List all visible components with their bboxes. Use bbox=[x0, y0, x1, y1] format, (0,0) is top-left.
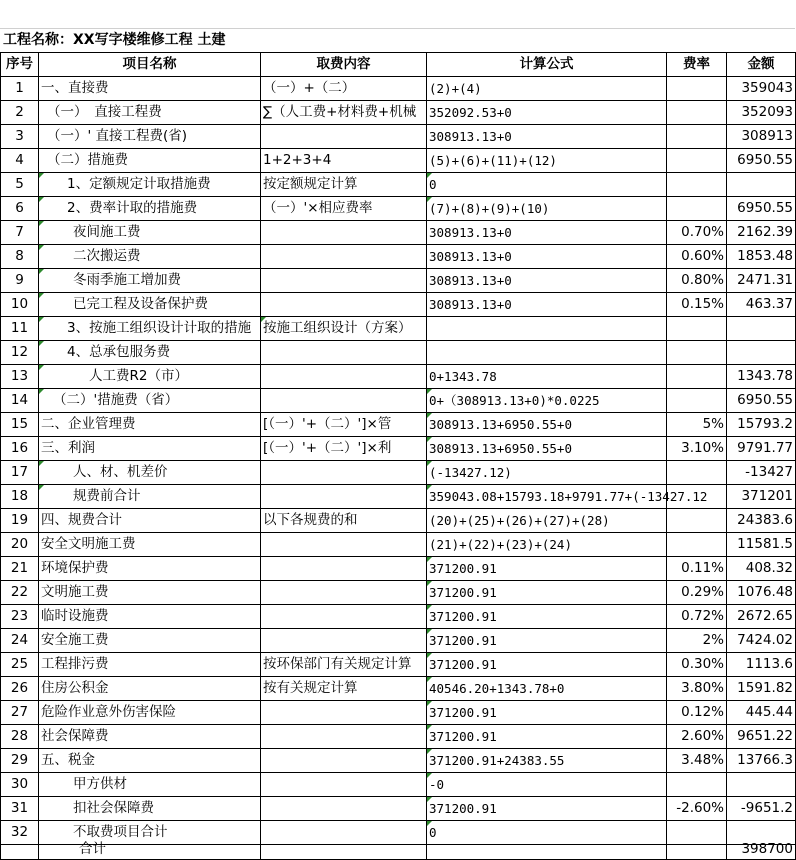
cell-formula[interactable]: 308913.13+6950.55+0 bbox=[427, 437, 667, 461]
cell-no[interactable]: 27 bbox=[1, 701, 39, 725]
cell-name[interactable]: 环境保护费 bbox=[39, 557, 261, 581]
cell-name[interactable]: 2、费率计取的措施费 bbox=[39, 197, 261, 221]
cell-no[interactable]: 26 bbox=[1, 677, 39, 701]
cell-amount[interactable]: 6950.55 bbox=[727, 149, 796, 173]
cell-name[interactable]: 4、总承包服务费 bbox=[39, 341, 261, 365]
cell-no[interactable]: 4 bbox=[1, 149, 39, 173]
cell-rate[interactable] bbox=[667, 125, 727, 149]
cell-formula[interactable]: 352092.53+0 bbox=[427, 101, 667, 125]
table-row bbox=[1, 413, 796, 437]
cell-formula[interactable]: 371200.91 bbox=[427, 605, 667, 629]
cell-formula[interactable]: 371200.91+24383.55 bbox=[427, 749, 667, 773]
cell-no[interactable]: 5 bbox=[1, 173, 39, 197]
cell-rate[interactable]: 0.12% bbox=[667, 701, 727, 725]
cell-rate[interactable] bbox=[667, 485, 727, 509]
cell-formula[interactable]: 371200.91 bbox=[427, 557, 667, 581]
cell-name[interactable]: 二次搬运费 bbox=[39, 245, 261, 269]
cell-name[interactable]: 住房公积金 bbox=[39, 677, 261, 701]
table-row bbox=[1, 581, 796, 605]
table-row bbox=[1, 221, 796, 245]
cell-amount[interactable]: 9791.77 bbox=[727, 437, 796, 461]
cell-no[interactable]: 3 bbox=[1, 125, 39, 149]
cell-content[interactable] bbox=[261, 389, 427, 413]
cell-formula[interactable]: (20)+(25)+(26)+(27)+(28) bbox=[427, 509, 667, 533]
cell-no[interactable] bbox=[1, 845, 39, 860]
cell-name[interactable]: 安全文明施工费 bbox=[39, 533, 261, 557]
cell-amount[interactable]: 2162.39 bbox=[727, 221, 796, 245]
cell-name[interactable]: 人工费R2（市） bbox=[39, 365, 261, 389]
cell-rate[interactable] bbox=[667, 389, 727, 413]
cell-content[interactable]: 按施工组织设计（方案） bbox=[261, 317, 427, 341]
table-row bbox=[1, 725, 796, 749]
cell-rate[interactable]: 3.48% bbox=[667, 749, 727, 773]
cell-content[interactable]: 按定额规定计算 bbox=[261, 173, 427, 197]
cell-content[interactable]: 按有关规定计算 bbox=[261, 677, 427, 701]
cell-rate[interactable]: 5% bbox=[667, 413, 727, 437]
cell-formula[interactable] bbox=[427, 845, 667, 860]
cell-formula[interactable]: 371200.91 bbox=[427, 629, 667, 653]
cell-formula[interactable]: 371200.91 bbox=[427, 725, 667, 749]
header-content[interactable]: 取费内容 bbox=[261, 53, 427, 77]
cell-formula[interactable]: (21)+(22)+(23)+(24) bbox=[427, 533, 667, 557]
cell-content[interactable] bbox=[261, 701, 427, 725]
cell-name[interactable]: 人、材、机差价 bbox=[39, 461, 261, 485]
table-row bbox=[1, 269, 796, 293]
cell-name[interactable]: 危险作业意外伤害保险 bbox=[39, 701, 261, 725]
cell-name[interactable]: 3、按施工组织设计计取的措施 bbox=[39, 317, 261, 341]
cell-content[interactable] bbox=[261, 725, 427, 749]
cell-no[interactable]: 17 bbox=[1, 461, 39, 485]
cell-name[interactable]: 安全施工费 bbox=[39, 629, 261, 653]
cell-amount[interactable]: 2471.31 bbox=[727, 269, 796, 293]
cell-no[interactable]: 10 bbox=[1, 293, 39, 317]
table-row bbox=[1, 317, 796, 341]
cell-amount[interactable] bbox=[727, 341, 796, 365]
cell-content[interactable] bbox=[261, 269, 427, 293]
header-name[interactable]: 项目名称 bbox=[39, 53, 261, 77]
cell-name[interactable]: 已完工程及设备保护费 bbox=[39, 293, 261, 317]
header-amount[interactable]: 金额 bbox=[727, 53, 796, 77]
cell-no[interactable]: 14 bbox=[1, 389, 39, 413]
cell-rate[interactable] bbox=[667, 197, 727, 221]
fee-table bbox=[0, 52, 796, 860]
cell-formula[interactable]: -0 bbox=[427, 773, 667, 797]
cell-content[interactable] bbox=[261, 365, 427, 389]
table-row-total bbox=[1, 845, 796, 860]
cell-content[interactable] bbox=[261, 749, 427, 773]
cell-formula[interactable]: 308913.13+0 bbox=[427, 125, 667, 149]
table-row bbox=[1, 149, 796, 173]
cell-formula[interactable]: 371200.91 bbox=[427, 653, 667, 677]
cell-rate[interactable]: 3.10% bbox=[667, 437, 727, 461]
cell-rate[interactable] bbox=[667, 341, 727, 365]
cell-rate[interactable] bbox=[667, 773, 727, 797]
cell-no[interactable]: 15 bbox=[1, 413, 39, 437]
header-no[interactable]: 序号 bbox=[1, 53, 39, 77]
cell-name[interactable] bbox=[39, 841, 261, 860]
table-row bbox=[1, 677, 796, 701]
cell-rate[interactable] bbox=[667, 77, 727, 101]
table-row bbox=[1, 653, 796, 677]
table-row bbox=[1, 509, 796, 533]
cell-no[interactable]: 6 bbox=[1, 197, 39, 221]
cell-formula[interactable] bbox=[427, 317, 667, 341]
cell-amount[interactable] bbox=[727, 773, 796, 797]
cell-rate[interactable]: 0.29% bbox=[667, 581, 727, 605]
cell-amount[interactable]: 308913 bbox=[727, 125, 796, 149]
cell-content[interactable] bbox=[261, 485, 427, 509]
cell-no[interactable]: 22 bbox=[1, 581, 39, 605]
cell-name[interactable]: 四、规费合计 bbox=[39, 509, 261, 533]
header-rate[interactable]: 费率 bbox=[667, 53, 727, 77]
table-row bbox=[1, 293, 796, 317]
cell-content[interactable]: 1+2+3+4 bbox=[261, 149, 427, 173]
cell-content[interactable]: 以下各规费的和 bbox=[261, 509, 427, 533]
table-row bbox=[1, 485, 796, 509]
cell-name[interactable]: 扣社会保障费 bbox=[39, 797, 261, 821]
cell-name[interactable]: （一） 直接工程费 bbox=[39, 101, 261, 125]
cell-rate[interactable] bbox=[667, 173, 727, 197]
table-row bbox=[1, 101, 796, 125]
project-title: 工程名称：XX写字楼维修工程 土建 bbox=[3, 32, 226, 48]
cell-amount[interactable]: 6950.55 bbox=[727, 197, 796, 221]
cell-amount[interactable]: 445.44 bbox=[727, 701, 796, 725]
table-row bbox=[1, 533, 796, 557]
cell-rate[interactable]: 2.60% bbox=[667, 725, 727, 749]
cell-amount[interactable]: 371201 bbox=[727, 485, 796, 509]
table-row bbox=[1, 389, 796, 413]
cell-amount[interactable]: 1113.6 bbox=[727, 653, 796, 677]
cell-content[interactable] bbox=[261, 629, 427, 653]
cell-formula[interactable]: (-13427.12) bbox=[427, 461, 667, 485]
cell-formula[interactable]: 371200.91 bbox=[427, 581, 667, 605]
cell-content[interactable]: （一）'×相应费率 bbox=[261, 197, 427, 221]
cell-formula[interactable]: (7)+(8)+(9)+(10) bbox=[427, 197, 667, 221]
cell-rate[interactable] bbox=[667, 149, 727, 173]
cell-formula[interactable]: 0 bbox=[427, 821, 667, 845]
cell-no[interactable]: 8 bbox=[1, 245, 39, 269]
table-row bbox=[1, 797, 796, 821]
cell-no[interactable]: 11 bbox=[1, 317, 39, 341]
cell-amount[interactable]: 13766.3 bbox=[727, 749, 796, 773]
table-row bbox=[1, 365, 796, 389]
cell-content[interactable]: ∑（人工费+材料费+机械 bbox=[261, 101, 427, 125]
cell-formula[interactable]: (2)+(4) bbox=[427, 77, 667, 101]
cell-content[interactable] bbox=[261, 605, 427, 629]
table-row bbox=[1, 605, 796, 629]
cell-no[interactable]: 1 bbox=[1, 77, 39, 101]
cell-amount[interactable]: -9651.2 bbox=[727, 797, 796, 821]
cell-rate[interactable]: 0.15% bbox=[667, 293, 727, 317]
cell-content[interactable] bbox=[261, 341, 427, 365]
cell-name-text: 合计 bbox=[79, 841, 106, 857]
cell-formula[interactable] bbox=[427, 341, 667, 365]
cell-name[interactable]: （二）'措施费（省） bbox=[39, 389, 261, 413]
cell-name[interactable]: 三、利润 bbox=[39, 437, 261, 461]
cell-content[interactable] bbox=[261, 533, 427, 557]
cell-amount[interactable]: 1591.82 bbox=[727, 677, 796, 701]
cell-content[interactable] bbox=[261, 221, 427, 245]
cell-rate[interactable] bbox=[667, 821, 727, 845]
cell-rate[interactable]: 0.70% bbox=[667, 221, 727, 245]
cell-content[interactable] bbox=[261, 245, 427, 269]
cell-content[interactable] bbox=[261, 773, 427, 797]
cell-name[interactable]: 甲方供材 bbox=[39, 773, 261, 797]
cell-content[interactable] bbox=[261, 581, 427, 605]
header-row bbox=[1, 53, 796, 77]
cell-amount[interactable]: 24383.6 bbox=[727, 509, 796, 533]
header-formula[interactable]: 计算公式 bbox=[427, 53, 667, 77]
cell-name[interactable]: （二）措施费 bbox=[39, 149, 261, 173]
cell-name[interactable]: 一、直接费 bbox=[39, 77, 261, 101]
cell-rate[interactable] bbox=[667, 509, 727, 533]
cell-rate[interactable] bbox=[667, 365, 727, 389]
cell-name[interactable]: 不取费项目合计 bbox=[39, 821, 261, 845]
cell-content[interactable] bbox=[261, 821, 427, 845]
cell-content[interactable] bbox=[261, 797, 427, 821]
table-row bbox=[1, 461, 796, 485]
cell-no[interactable]: 28 bbox=[1, 725, 39, 749]
table-row bbox=[1, 173, 796, 197]
table-row bbox=[1, 749, 796, 773]
cell-content[interactable] bbox=[261, 461, 427, 485]
cell-name[interactable]: 二、企业管理费 bbox=[39, 413, 261, 437]
cell-amount[interactable] bbox=[727, 841, 796, 860]
table-row bbox=[1, 197, 796, 221]
cell-no[interactable]: 13 bbox=[1, 365, 39, 389]
cell-no[interactable]: 24 bbox=[1, 629, 39, 653]
cell-name[interactable]: 社会保障费 bbox=[39, 725, 261, 749]
cell-rate[interactable]: 2% bbox=[667, 629, 727, 653]
cell-amount[interactable] bbox=[727, 173, 796, 197]
cell-content[interactable] bbox=[261, 293, 427, 317]
cell-content[interactable]: [（一）'+（二）']×管 bbox=[261, 413, 427, 437]
toolbar-area bbox=[0, 0, 795, 29]
cell-rate[interactable]: 3.80% bbox=[667, 677, 727, 701]
cell-content[interactable]: [（一）'+（二）']×利 bbox=[261, 437, 427, 461]
cell-content[interactable]: （一）+（二） bbox=[261, 77, 427, 101]
cell-rate[interactable]: 0.72% bbox=[667, 605, 727, 629]
cell-content[interactable] bbox=[261, 125, 427, 149]
cell-formula[interactable]: 308913.13+0 bbox=[427, 293, 667, 317]
table-row bbox=[1, 629, 796, 653]
cell-formula[interactable]: 359043.08+15793.18+9791.77+(-13427.12 bbox=[427, 485, 667, 509]
table-row bbox=[1, 821, 796, 845]
cell-amount[interactable]: 408.32 bbox=[727, 557, 796, 581]
cell-no[interactable]: 29 bbox=[1, 749, 39, 773]
table-row bbox=[1, 701, 796, 725]
cell-amount[interactable]: 2672.65 bbox=[727, 605, 796, 629]
cell-formula[interactable]: 308913.13+0 bbox=[427, 221, 667, 245]
cell-formula[interactable]: 371200.91 bbox=[427, 701, 667, 725]
cell-rate[interactable] bbox=[667, 317, 727, 341]
cell-rate[interactable] bbox=[667, 101, 727, 125]
cell-no[interactable]: 9 bbox=[1, 269, 39, 293]
cell-no[interactable]: 32 bbox=[1, 821, 39, 845]
cell-rate[interactable]: 0.30% bbox=[667, 653, 727, 677]
cell-amount[interactable]: 359043 bbox=[727, 77, 796, 101]
cell-name[interactable]: （一）' 直接工程费(省) bbox=[39, 125, 261, 149]
cell-rate[interactable]: 0.80% bbox=[667, 269, 727, 293]
table-row bbox=[1, 557, 796, 581]
cell-no[interactable]: 31 bbox=[1, 797, 39, 821]
cell-content[interactable] bbox=[261, 557, 427, 581]
cell-no[interactable]: 12 bbox=[1, 341, 39, 365]
cell-amount-text: 398700 bbox=[741, 841, 793, 857]
table-row bbox=[1, 437, 796, 461]
cell-formula[interactable]: 0+1343.78 bbox=[427, 365, 667, 389]
cell-amount[interactable]: 15793.2 bbox=[727, 413, 796, 437]
table-row bbox=[1, 245, 796, 269]
cell-no[interactable]: 16 bbox=[1, 437, 39, 461]
cell-no[interactable]: 20 bbox=[1, 533, 39, 557]
cell-amount[interactable] bbox=[727, 317, 796, 341]
cell-name[interactable]: 临时设施费 bbox=[39, 605, 261, 629]
cell-name[interactable]: 冬雨季施工增加费 bbox=[39, 269, 261, 293]
cell-name[interactable]: 工程排污费 bbox=[39, 653, 261, 677]
cell-amount[interactable]: 7424.02 bbox=[727, 629, 796, 653]
cell-rate[interactable]: -2.60% bbox=[667, 797, 727, 821]
cell-amount[interactable]: 9651.22 bbox=[727, 725, 796, 749]
cell-content[interactable]: 按环保部门有关规定计算 bbox=[261, 653, 427, 677]
cell-name[interactable]: 五、税金 bbox=[39, 749, 261, 773]
cell-content[interactable] bbox=[261, 845, 427, 860]
cell-no[interactable]: 7 bbox=[1, 221, 39, 245]
cell-rate[interactable] bbox=[667, 461, 727, 485]
cell-rate[interactable] bbox=[667, 533, 727, 557]
cell-amount[interactable]: 11581.5 bbox=[727, 533, 796, 557]
cell-amount[interactable]: 1853.48 bbox=[727, 245, 796, 269]
cell-no[interactable]: 21 bbox=[1, 557, 39, 581]
cell-formula[interactable]: 0 bbox=[427, 173, 667, 197]
cell-name[interactable]: 规费前合计 bbox=[39, 485, 261, 509]
cell-amount[interactable]: 352093 bbox=[727, 101, 796, 125]
cell-no[interactable]: 18 bbox=[1, 485, 39, 509]
cell-amount[interactable]: 6950.55 bbox=[727, 389, 796, 413]
cell-no[interactable]: 19 bbox=[1, 509, 39, 533]
cell-amount[interactable]: -13427 bbox=[727, 461, 796, 485]
table-row bbox=[1, 125, 796, 149]
cell-formula[interactable]: 308913.13+6950.55+0 bbox=[427, 413, 667, 437]
table-row bbox=[1, 773, 796, 797]
cell-no[interactable]: 30 bbox=[1, 773, 39, 797]
table-row bbox=[1, 77, 796, 101]
cell-name[interactable]: 文明施工费 bbox=[39, 581, 261, 605]
cell-rate[interactable]: 0.11% bbox=[667, 557, 727, 581]
cell-no[interactable]: 23 bbox=[1, 605, 39, 629]
cell-formula[interactable]: (5)+(6)+(11)+(12) bbox=[427, 149, 667, 173]
cell-rate[interactable]: 0.60% bbox=[667, 245, 727, 269]
cell-amount[interactable]: 1343.78 bbox=[727, 365, 796, 389]
cell-amount[interactable]: 463.37 bbox=[727, 293, 796, 317]
cell-name[interactable]: 夜间施工费 bbox=[39, 221, 261, 245]
cell-formula[interactable]: 371200.91 bbox=[427, 797, 667, 821]
cell-name[interactable]: 1、定额规定计取措施费 bbox=[39, 173, 261, 197]
cell-formula[interactable]: 308913.13+0 bbox=[427, 269, 667, 293]
cell-no[interactable]: 25 bbox=[1, 653, 39, 677]
cell-formula[interactable]: 40546.20+1343.78+0 bbox=[427, 677, 667, 701]
cell-formula[interactable]: 0+（308913.13+0)*0.0225 bbox=[427, 389, 667, 413]
cell-formula[interactable]: 308913.13+0 bbox=[427, 245, 667, 269]
cell-rate[interactable] bbox=[667, 845, 727, 860]
cell-no[interactable]: 2 bbox=[1, 101, 39, 125]
cell-amount[interactable]: 1076.48 bbox=[727, 581, 796, 605]
table-row bbox=[1, 341, 796, 365]
